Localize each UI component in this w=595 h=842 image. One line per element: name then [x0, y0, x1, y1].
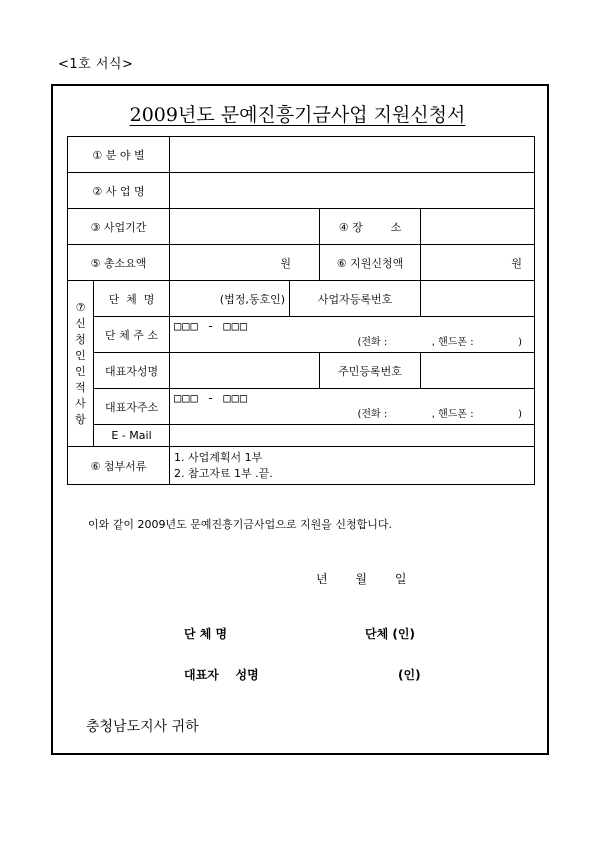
- applicant-section-char: 적: [75, 380, 86, 394]
- form-number-label: <1호 서식>: [58, 57, 134, 72]
- applicant-section-char: 청: [75, 332, 86, 346]
- attachment-item: 2. 참고자료 1부 .끝.: [174, 466, 273, 480]
- applicant-section-label: [68, 281, 94, 447]
- requested-label: ⑥ 지원신청액: [320, 245, 421, 281]
- org-name-input[interactable]: [170, 281, 290, 317]
- resident-no-input[interactable]: [421, 353, 535, 389]
- row-project-name: [68, 173, 535, 209]
- applicant-section-char: 사: [75, 396, 86, 410]
- org-address-label: 단 체 주 소: [94, 317, 170, 353]
- addressee: 충청남도지사 귀하: [86, 719, 199, 735]
- field-type-input[interactable]: [170, 137, 535, 173]
- row-org-address: [68, 317, 535, 353]
- applicant-section-char: 항: [75, 412, 86, 426]
- org-name-label: 단 체 명: [94, 281, 170, 317]
- total-budget-label: ⑤ 총소요액: [68, 245, 170, 281]
- row-attachments: [68, 447, 535, 485]
- applicant-section-char: ⑦: [75, 300, 86, 314]
- rep-seal: (인): [398, 668, 421, 682]
- org-phone-line: (전화 : , 핸드폰 : ): [357, 337, 523, 348]
- applicant-section-char: 인: [75, 364, 86, 378]
- period-label: ③ 사업기간: [68, 209, 170, 245]
- row-field-type: [68, 137, 535, 173]
- row-period: [68, 209, 535, 245]
- place-input[interactable]: [421, 209, 535, 245]
- applicant-section-char: 인: [75, 348, 86, 362]
- org-signature-label: 단 체 명: [184, 627, 228, 641]
- total-budget-unit: 원: [280, 256, 292, 270]
- rep-address-label: 대표자주소: [94, 389, 170, 425]
- form-title: 2009년도 문예진흥기금사업 지원신청서: [129, 104, 466, 126]
- row-org-name: [68, 281, 535, 317]
- rep-phone-line: (전화 : , 핸드폰 : ): [357, 409, 523, 420]
- application-statement: 이와 같이 2009년도 문예진흥기금사업으로 지원을 신청합니다.: [88, 518, 392, 531]
- total-budget-input[interactable]: [170, 245, 320, 281]
- field-type-label: ① 분 야 별: [68, 137, 170, 173]
- email-input[interactable]: [170, 425, 535, 447]
- resident-no-label: 주민등록번호: [320, 353, 421, 389]
- attachments-label: ⑥ 첨부서류: [68, 447, 170, 485]
- project-name-label: ② 사 업 명: [68, 173, 170, 209]
- place-label: ④ 장 소: [320, 209, 421, 245]
- org-postal-code-boxes: □□□ - □□□: [174, 319, 249, 333]
- org-seal: 단체 (인): [365, 627, 415, 641]
- rep-name-input[interactable]: [170, 353, 320, 389]
- application-table: [67, 136, 535, 485]
- requested-unit: 원: [511, 256, 523, 270]
- rep-signature-label: 대표자 성명: [184, 668, 259, 682]
- requested-input[interactable]: [421, 245, 535, 281]
- row-rep-address: [68, 389, 535, 425]
- rep-address-input[interactable]: [170, 389, 535, 425]
- project-name-input[interactable]: [170, 173, 535, 209]
- attachments-list: [170, 447, 535, 485]
- attachment-item: 1. 사업계획서 1부: [174, 450, 263, 464]
- row-rep-name: [68, 353, 535, 389]
- org-type-note: (법정,동호인): [219, 292, 286, 306]
- row-budget: [68, 245, 535, 281]
- period-input[interactable]: [170, 209, 320, 245]
- row-email: [68, 425, 535, 447]
- date-line: 년 월 일: [316, 572, 407, 586]
- org-address-input[interactable]: [170, 317, 535, 353]
- email-label: E - Mail: [94, 425, 170, 447]
- biz-reg-no-label: 사업자등록번호: [290, 281, 421, 317]
- rep-name-label: 대표자성명: [94, 353, 170, 389]
- rep-postal-code-boxes: □□□ - □□□: [174, 391, 249, 405]
- applicant-section-char: 신: [75, 316, 86, 330]
- biz-reg-no-input[interactable]: [421, 281, 535, 317]
